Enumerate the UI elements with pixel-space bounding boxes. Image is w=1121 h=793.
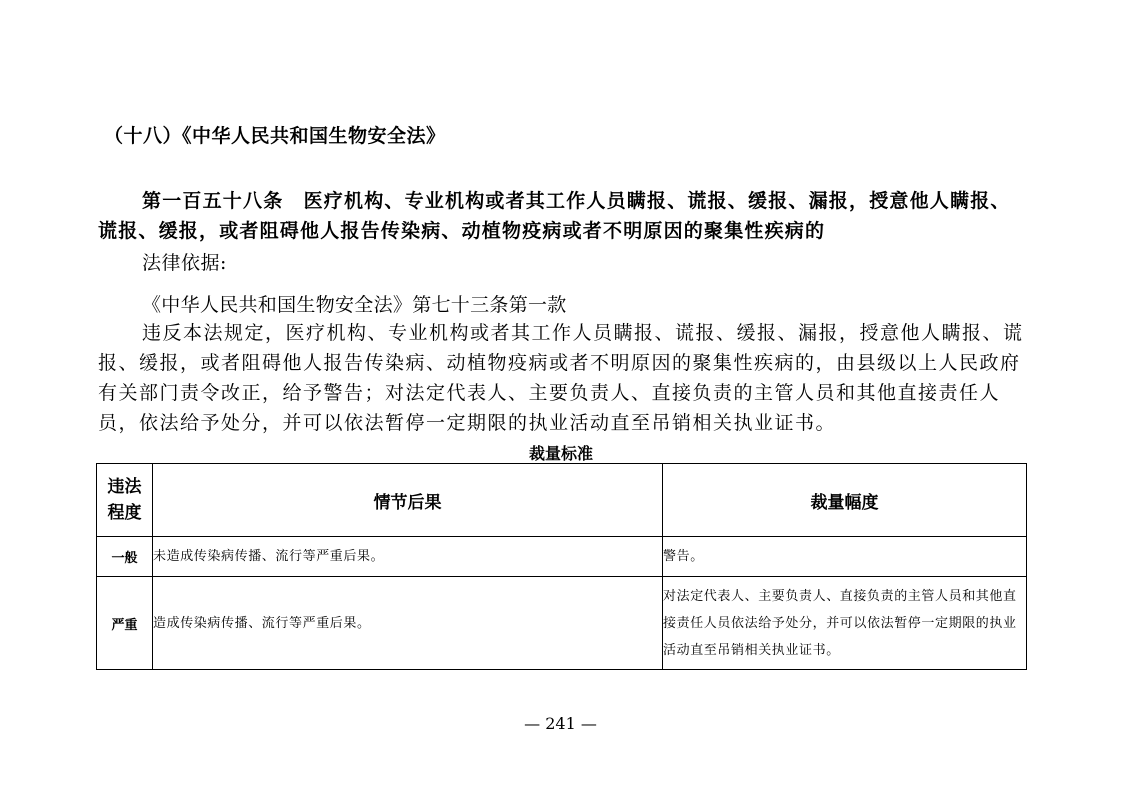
header-violation-degree: [97, 464, 153, 537]
penalty-cell: 对法定代表人、主要负责人、直接负责的主管人员和其他直接责任人员依法给予处分，并可以依法暂停一定期限的执业活动直至吊销相关执业证书。: [663, 577, 1027, 670]
penalty-cell: 警告。: [663, 537, 1027, 577]
table-caption: 裁量标准: [528, 444, 593, 463]
header-degree-line2: 程度: [107, 503, 142, 523]
circumstance-cell: 造成传染病传播、流行等严重后果。: [153, 577, 663, 670]
discretion-standard-table: [96, 463, 1027, 670]
header-degree-line1: 违法: [107, 477, 142, 497]
circumstance-cell: 未造成传染病传播、流行等严重后果。: [153, 537, 663, 577]
table-header-row: [97, 464, 1027, 537]
header-circumstance: 情节后果: [153, 464, 663, 537]
header-penalty: 裁量幅度: [663, 464, 1027, 537]
degree-cell: 严重: [97, 577, 153, 670]
degree-cell: 一般: [97, 537, 153, 577]
table-row: [97, 537, 1027, 577]
section-heading: （十八）《中华人民共和国生物安全法》: [104, 125, 446, 147]
page-number: — 241 —: [524, 714, 597, 733]
law-text: 违反本法规定，医疗机构、专业机构或者其工作人员瞒报、谎报、缓报、漏报，授意他人瞒报、谎报、缓报，或者阻碍他人报告传染病、动植物疫病或者不明原因的聚集性疾病的，由县级以上人民政府有关部门责令改正，给予警告；对法定代表人、主要负责人、直接负责的主管人员和其他直接责任人员，依法给予处分，并可以依法暂停一定期限的执业活动直至吊销相关执业证书。: [98, 322, 1024, 434]
legal-basis-label: 法律依据:: [142, 252, 227, 274]
article-title: 第一百五十八条 医疗机构、专业机构或者其工作人员瞒报、谎报、缓报、漏报，授意他人瞒报、谎报、缓报，或者阻碍他人报告传染病、动植物疫病或者不明原因的聚集性疾病的: [98, 190, 1011, 242]
law-reference: 《中华人民共和国生物安全法》第七十三条第一款: [142, 294, 567, 316]
table-row: [97, 577, 1027, 670]
